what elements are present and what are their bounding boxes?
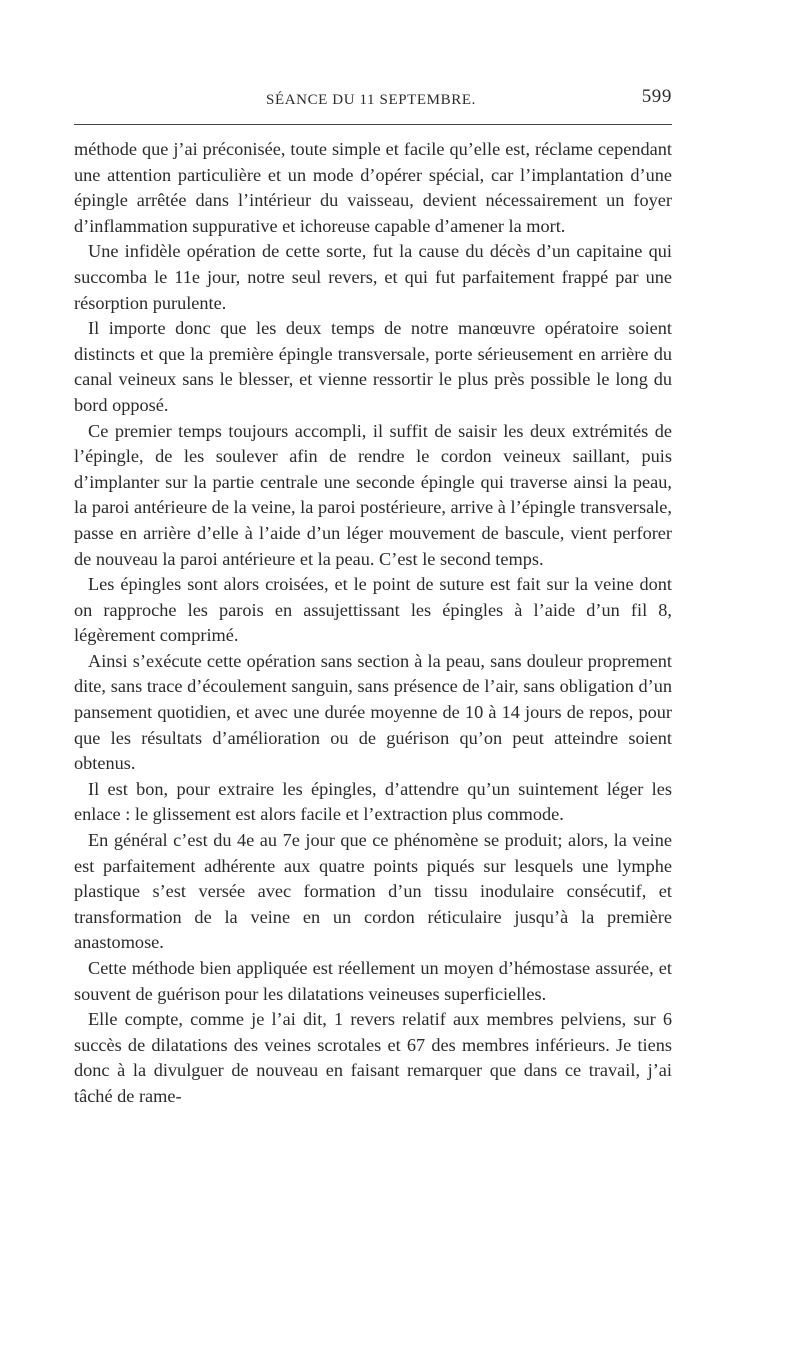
- paragraph: Elle compte, comme je l’ai dit, 1 revers relatif aux membres pelviens, sur 6 succès de dilatations des veines scrotales et 67 des membres inférieurs. Je tiens donc à la divulguer de nouveau en faisant remarquer que dans ce travail, j’ai tâché de rame-: [74, 1009, 672, 1106]
- paragraph: Une infidèle opération de cette sorte, fut la cause du décès d’un capitaine qui succomba le 11e jour, notre seul revers, et qui fut parfaitement frappé par une résorption purulente.: [74, 241, 672, 313]
- page-number: 599: [641, 86, 672, 107]
- paragraph: Cette méthode bien appliquée est réellement un moyen d’hémostase assurée, et souvent de guérison pour les dilatations veineuses superficielles.: [74, 958, 672, 1004]
- book-page: [74, 86, 672, 1110]
- paragraph: Ce premier temps toujours accompli, il suffit de saisir les deux extrémités de l’épingle, de les soulever afin de rendre le cordon veineux saillant, puis d’implanter sur la partie centrale une seconde épingle qui traverse ainsi la peau, la paroi antérieure de la veine, la paroi postérieure, arrive à l’épingle transversale, passe en arrière d’elle à l’aide d’un léger mouvement de bascule, vient perforer de nouveau la paroi antérieure et la peau. C’est le second temps.: [74, 420, 672, 569]
- running-head: [74, 86, 672, 114]
- paragraph: Les épingles sont alors croisées, et le point de suture est fait sur la veine dont on rapproche les parois en assujettissant les épingles à l’aide d’un fil 8, légèrement comprimé.: [74, 574, 672, 646]
- paragraph: En général c’est du 4e au 7e jour que ce phénomène se produit; alors, la veine est parfaitement adhérente aux quatre points piqués sur lesquels une lymphe plastique s’est versée avec formation d’un tissu inodulaire consécutif, et transformation de la veine en un cordon réticulaire jusqu’à la première anastomose.: [74, 830, 672, 953]
- paragraph: Il est bon, pour extraire les épingles, d’attendre qu’un suintement léger les enlace : le glissement est alors facile et l’extraction plus commode.: [74, 778, 672, 825]
- header-rule: [74, 124, 672, 125]
- running-head-title: SÉANCE DU 11 SEPTEMBRE.: [266, 92, 476, 108]
- paragraph: méthode que j’ai préconisée, toute simple et facile qu’elle est, réclame cependant une attention particulière et un mode d’opérer spécial, car l’implantation d’une épingle arrêtée dans l’intérieur du vaisseau, devient nécessairement un foyer d’inflammation suppurative et ichoreuse capable d’amener la mort.: [74, 139, 672, 236]
- paragraph: Ainsi s’exécute cette opération sans section à la peau, sans douleur proprement dite, sans trace d’écoulement sanguin, sans présence de l’air, sans obligation d’un pansement quotidien, et avec une durée moyenne de 10 à 14 jours de repos, pour que les résultats d’amélioration ou de guérison qu’on peut atteindre soient obtenus.: [74, 650, 672, 774]
- body-text: [74, 137, 672, 1110]
- paragraph: Il importe donc que les deux temps de notre manœuvre opératoire soient distincts et que la première épingle transversale, porte sérieusement en arrière du canal veineux sans le blesser, et vienne ressortir le plus près possible le long du bord opposé.: [74, 318, 672, 415]
